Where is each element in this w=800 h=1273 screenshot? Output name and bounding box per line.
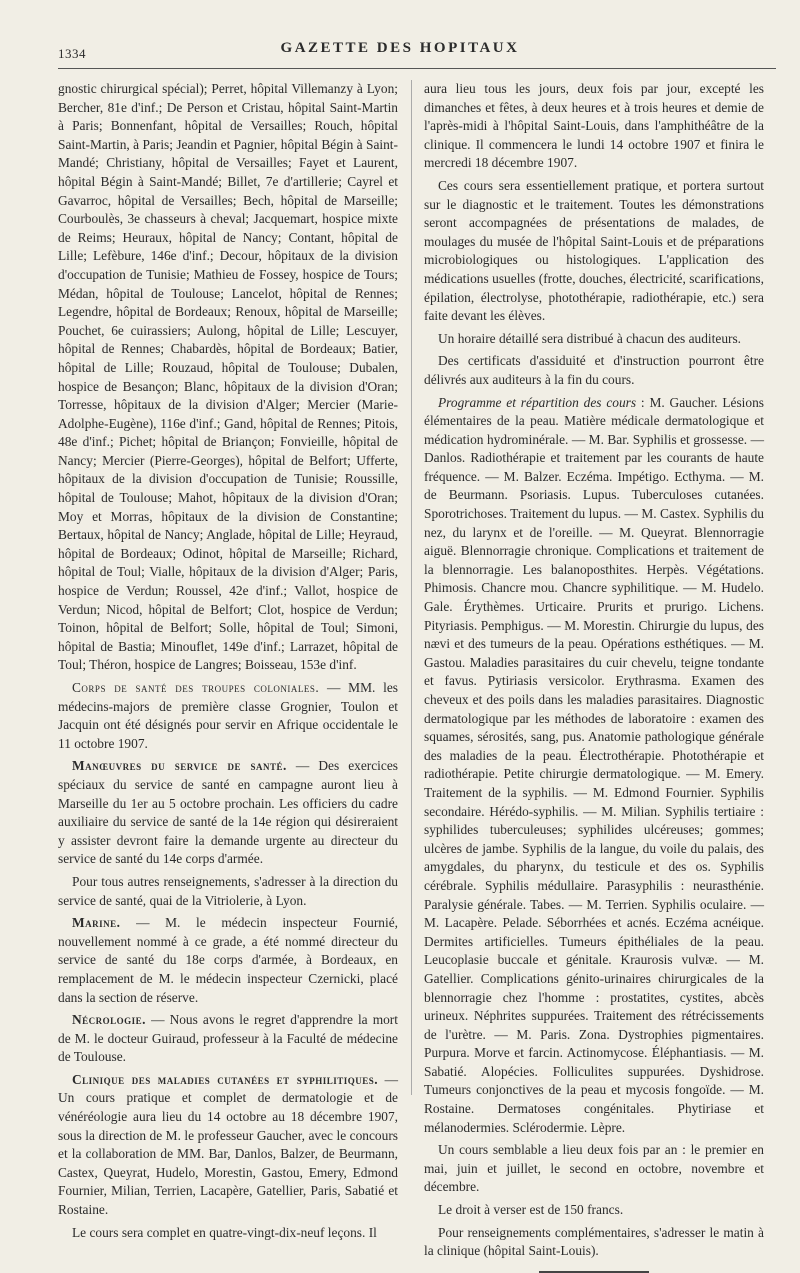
page-header xyxy=(0,38,800,68)
necrologie-heading: Nécrologie. xyxy=(72,1012,147,1028)
manoeuvres-heading: Manœuvres du service de santé. xyxy=(72,758,287,774)
column-divider xyxy=(411,80,412,1095)
header-rule xyxy=(58,68,776,69)
course-timetable-paragraph: Un horaire détaillé sera distribué à chacun des auditeurs. xyxy=(438,330,742,346)
marine-text: — M. le médecin inspecteur Fournié, nouvellement nommé à ce grade, a été nommé directeur du service de santé du 18e corps d'armée, à Bordeaux, en remplacement de M. le médecin inspecteur Czernicki, placé dans la section de réserve. xyxy=(58,915,398,1005)
course-fee-paragraph: Le droit à verser est de 150 francs. xyxy=(438,1202,624,1218)
clinique-heading: Clinique des maladies cutanées et syphilitiques. xyxy=(72,1071,379,1087)
course-schedule-paragraph: aura lieu tous les jours, deux fois par jour, excepté les dimanches et fêtes, à deux heures et à trois heures et demie de l'après-midi à l'hôpital Saint-Louis, dans l'amphithéâtre de la clinique. Il commencera le lundi 14 octobre 1907 et finira le mercredi 18 décembre 1907. xyxy=(424,81,764,171)
corps-sante-heading: Corps de santé des troupes coloniales. xyxy=(72,680,320,695)
programme-text: : M. Gaucher. Lésions élémentaires de la peau. Matière médicale dermatologique et médication hydrominérale. — M. Bar. Syphilis et grossesse. — Danlos. Radiothérapie et traitement par les courants de haute fréquence. — M. Balzer. Eczéma. Impétigo. Ecthyma. — M. de Beurmann. Psoriasis. Lupus. Tuberculoses cutanées. Sporotrichoses. Traitement du lupus. — M. Castex. Syphilis du nez, du larynx et de l'oreille. — M. Queyrat. Blennorragie aiguë. Blennorragie chronique. Complications et traitement de la blennorragie. Les balanoposthites. Herpès. Végétations. Phimosis. Chancre mou. Chancre syphilitique. — M. Hudelo. Gale. Érythèmes. Urticaire. Prurits et prurigo. Lichens. Pityriasis. Pemphigus. — M. Morestin. Chirurgie du lupus, des nævi et des tumeurs de la peau. Opérations esthétiques. — M. Gastou. Maladies parasitaires du cuir chevelu, teigne tondante et favus. Pytiriasis versicolor. Erythrasma. Examen des cheveux et des poils dans les maladies parasitaires. Diagnostic dermatologique par les méthodes de laboratoire : examen des squames, sérosités, sang, pus. Anatomie pathologique générale des maladies de la peau. Électrothérapie. Photothérapie et radiothérapie. Petite chirurgie dermatologique. — M. Emery. Traitement de la syphilis. — M. Edmond Fournier. Syphilis secondaire. Hérédo-syphilis. — M. Milian. Syphilis tertiaire : syphilides tuberculeuses; syphilides ulcéreuses; gommes; ulcères de jambe. Syphilis de la langue, du voile du palais, des amygdales, du pharynx, du testicule et des os. Syphilis cérébrale. Syphilis médullaire. Parasyphilis : neurasthénie. Paralysie générale. Tabes. — M. Terrien. Syphilis oculaire. — M. Lacapère. Pelade. Séborrhées et acnés. Eczéma acnéique. Dermites artificielles. Tumeurs épithéliales de la peau. Leucoplasie buccale et génitale. Kraurosis vulvæ. — M. Gatellier. Complications génito-urinaires chirurgicales de la blennorragie chez l'homme : prostatites, cystites, abcès urineux. Néphrites suppurées. Traitement des rétrécissements de l'urètre. — M. Paris. Zona. Dystrophies pigmentaires. Purpura. Morve et farcin. Actinomycose. Éléphantiasis. — M. Sabatié. Alopécies. Folliculites suppurées. Dyshidrose. Tumeurs conjonctives de la peau et mycosis fongoïde. — M. Rostaine. Dermatoses congénitales. Phytiriase et mélanodermies. Sclérodermie. Lèpre. xyxy=(424,394,764,1135)
corps-sante-text: — MM. les médecins-majors de première classe Grognier, Toulon et Jacquin ont été désignés pour servir en Afrique occidentale le 11 octobre 1907. xyxy=(58,680,398,751)
necrologie-text: — Nous avons le regret d'apprendre la mort de M. le docteur Guiraud, professeur à la Faculté de médecine de Toulouse. xyxy=(58,1012,398,1065)
programme-paragraph xyxy=(424,394,764,1138)
course-certificates-paragraph: Des certificats d'assiduité et d'instruction pourront être délivrés aux auditeurs à la fin du cours. xyxy=(424,353,764,387)
manoeuvres-paragraph-2: Pour tous autres renseignements, s'adresser à la direction du service de santé, quai de la Vitriolerie, à Lyon. xyxy=(58,873,398,908)
course-description-paragraph: Ces cours sera essentiellement pratique, et portera surtout sur le diagnostic et le traitement. Toutes les démonstrations seront accompagnées de présentations de malades, de moulages du musée de l'hôpital Saint-Louis et de préparations microbiologiques ou histologiques. L'application des médications usuelles (frotte, douches, électricité, scarifications, épilation, électrolyse, photothérapie, radiothérapie, etc.) sera faite devant les élèves. xyxy=(424,177,764,324)
left-column xyxy=(58,80,398,1246)
page-number: 1334 xyxy=(58,46,86,61)
manoeuvres-paragraph xyxy=(58,757,398,869)
course-repeat-paragraph: Un cours semblable a lieu deux fois par an : le premier en mai, juin et juillet, le second en octobre, novembre et décembre. xyxy=(424,1142,764,1195)
necrologie-paragraph xyxy=(58,1011,398,1067)
clinique-paragraph xyxy=(58,1071,398,1220)
clinique-text: — Un cours pratique et complet de dermatologie et de vénéréologie aura lieu du 14 octobre au 18 décembre 1907, sous la direction de M. le professeur Gaucher, avec le concours et la collaboration de MM. Bar, Danlos, Balzer, de Beurmann, Castex, Queyrat, Hudelo, Morestin, Gastou, Emery, Edmond Fournier, Milian, Terrien, Lacapère, Gatellier, Paris, Sabatié et Rostaine. xyxy=(58,1071,398,1218)
marine-paragraph xyxy=(58,914,398,1007)
clinique-paragraph-2: Le cours sera complet en quatre-vingt-dix-neuf leçons. Il xyxy=(72,1224,377,1240)
manoeuvres-text: — Des exercices spéciaux du service de santé en campagne auront lieu à Marseille du 1er au 5 octobre prochain. Les officiers du cadre auxiliaire du service de santé de la 14e région qui désireraient y assister devront faire la demande urgente au directeur du service de santé du 14e corps d'armée. xyxy=(58,758,398,867)
corps-sante-paragraph xyxy=(58,679,398,753)
journal-title: GAZETTE DES HOPITAUX xyxy=(280,40,520,56)
right-column xyxy=(424,80,764,1273)
marine-heading: Marine. xyxy=(72,915,121,931)
promotion-list-paragraph: gnostic chirurgical spécial); Perret, hôpital Villemanzy à Lyon; Bercher, 81e d'inf.; De Person et Cristau, hôpital Saint-Martin à Paris; Bonnenfant, hôpital de Versailles; Rouch, hôpital Saint-Martin, à Paris; Jeandin et Pagnier, hôpital Bégin à Saint-Mandé; Christiany, hôpital de Versailles; Fayet et Laurent, hôpital Bégin à Saint-Mandé; Billet, 7e d'artillerie; Cayrel et Gavarroc, hôpital de Versailles; Bech, hôpital de Marseille; Courboulès, 3e chasseurs à cheval; Jacquemart, hospice mixte de Reims; Heuraux, hôpital de Nancy; Contant, hôpital de Lille; Lefèbure, 146e d'inf.; Decour, hôpitaux de la division d'occupation de Tunisie; Mathieu de Fossey, hospice de Tours; Médan, hôpital de Toulouse; Lancelot, hôpital de Rennes; Legendre, hôpital de Bordeaux; Renoux, hôpital de Marseille; Pouchet, 6e cuirassiers; Aulong, hôpital de Lille; Lescuyer, hôpital de Rennes; Chabardès, hôpital de Bordeaux; Batier, hôpital de Lille; Rouzaud, hôpital de Toulouse; Dubalen, hospice de Besançon; Blanc, hôpitaux de la division d'Oran; Torresse, hôpitaux de la division d'Alger; Mercier (Marie-Adolphe-Eugène), 116e d'inf.; Gand, hôpital de Rennes; Pitois, 48e d'inf.; Pichet; hôpital de Briançon; Fonvieille, hôpital de Nancy; Mercier (Pierre-Georges), hôpital de Belfort; Ufferte, hôpitaux de la division d'occupation de Tunisie; Roussille, hôpital de Toulouse; Mahot, hôpitaux de la division d'Oran; Moy et Morras, hôpitaux de la division de Constantine; Bertaux, hôpital de Nancy; Anglade, hôpital de Lille; Heyraud, hôpital de Bordeaux; Odinot, hôpital de Marseille; Richard, hôpital de Toul; Vialle, hôpitaux de la division d'Alger; Paris, hospice de Verdun; Roussel, 42e d'inf.; Vallot, hospice de Verdun; Nicod, hôpital de Belfort; Clot, hospice de Verdun; Toinon, hôpital de Belfort; Solle, hôpital de Toul; Simoni, hôpital de Bastia; Minouflet, 149e d'inf.; Larrazet, hôpital de Toul; Théron, hospice de Langres; Boisseau, 153e d'inf. xyxy=(58,81,398,673)
course-contact-paragraph: Pour renseignements complémentaires, s'adresser le matin à la clinique (hôpital Saint-Louis). xyxy=(424,1224,764,1259)
programme-heading: Programme et répartition des cours xyxy=(438,394,637,410)
